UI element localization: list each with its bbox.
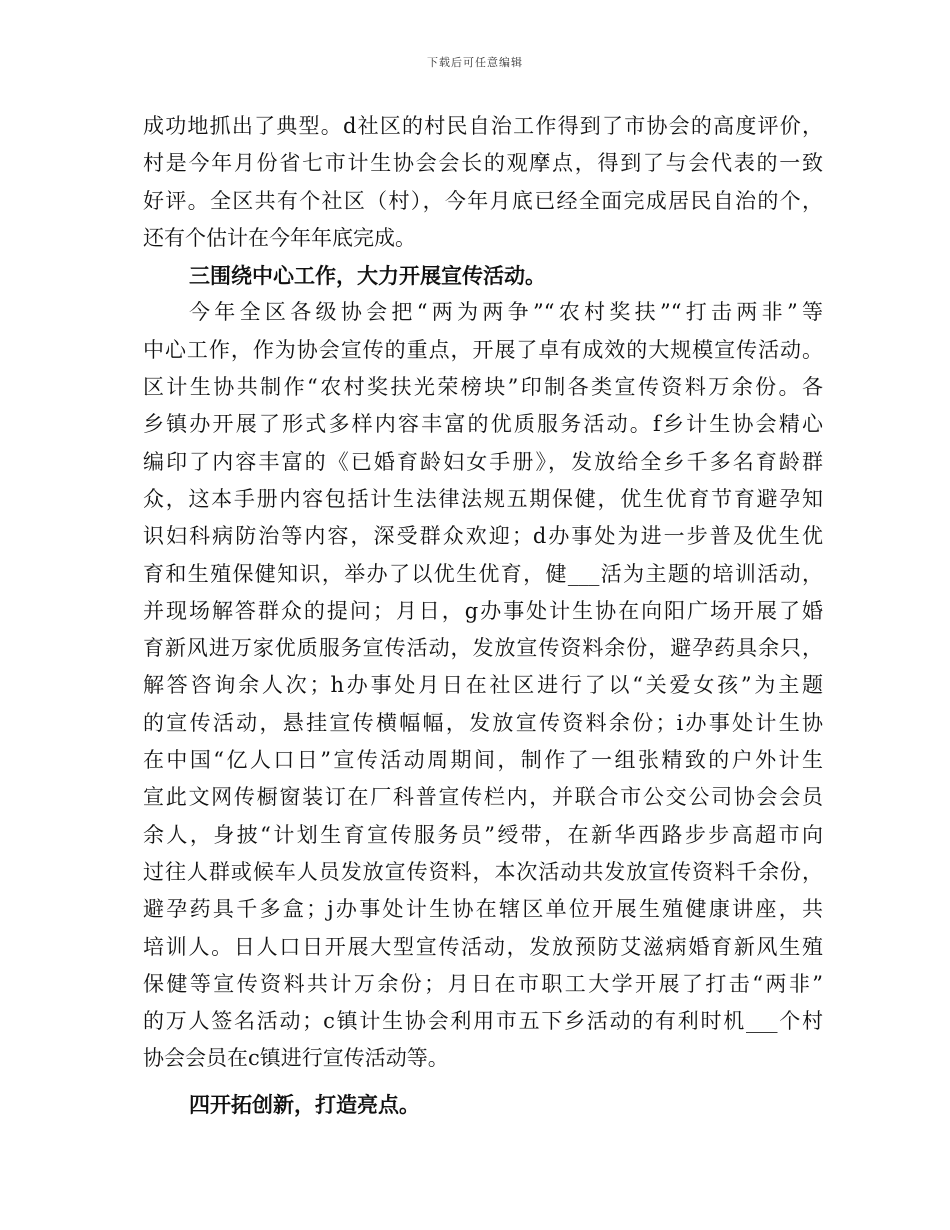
- paragraph-line: 成功地抓出了典型。d社区的村民自治工作得到了市协会的高度评价，: [143, 114, 823, 138]
- paragraph-line: 解答咨询余人次；h办事处月日在社区进行了以“关爱女孩”为主题: [143, 673, 823, 698]
- paragraph-line: 育和生殖保健知识，举办了以优生优育，健___活为主题的培训活动，: [143, 561, 823, 586]
- paragraph-line: 编印了内容丰富的《已婚育龄妇女手册》，发放给全乡千多名育龄群: [143, 449, 823, 474]
- paragraph-line: 育新风进万家优质服务宣传活动，发放宣传资料余份，避孕药具余只，: [143, 636, 823, 661]
- paragraph-line: 并现场解答群众的提问；月日，g办事处计生协在向阳广场开展了婚: [143, 598, 823, 623]
- paragraph-line: 余人，身披“计划生育宣传服务员”绶带，在新华西路步步高超市向: [143, 822, 823, 847]
- paragraph-line: 村是今年月份省七市计生协会会长的观摩点，得到了与会代表的一致: [143, 151, 823, 176]
- paragraph-line: 还有个估计在今年年底完成。: [143, 225, 416, 250]
- section-heading-four: 四开拓创新，打造亮点。: [189, 1091, 420, 1117]
- page-header: 下载后可任意编辑: [427, 56, 523, 69]
- paragraph-line: 的万人签名活动；c镇计生协会利用市五下乡活动的有利时机___个村: [143, 1009, 823, 1034]
- paragraph-line: 避孕药具千多盒；j办事处计生协在辖区单位开展生殖健康讲座，共: [143, 897, 823, 922]
- paragraph-line: 乡镇办开展了形式多样内容丰富的优质服务活动。f乡计生协会精心: [143, 412, 823, 437]
- paragraph-line: 宣此文网传橱窗装订在厂科普宣传栏内，并联合市公交公司协会会员: [143, 785, 823, 810]
- section-heading-three: 三围绕中心工作，大力开展宣传活动。: [189, 263, 546, 289]
- paragraph-line: 识妇科病防治等内容，深受群众欢迎；d办事处为进一步普及优生优: [143, 524, 823, 549]
- paragraph-line: 的宣传活动，悬挂宣传横幅幅，发放宣传资料余份；i办事处计生协: [143, 710, 823, 735]
- document-body: [143, 108, 823, 1123]
- paragraph-line: 协会会员在c镇进行宣传活动等。: [143, 1046, 449, 1071]
- paragraph-line: 过往人群或候车人员发放宣传资料，本次活动共发放宣传资料千余份，: [143, 859, 823, 884]
- paragraph-line: 众，这本手册内容包括计生法律法规五期保健，优生优育节育避孕知: [143, 486, 823, 511]
- paragraph-line: 好评。全区共有个社区（村），今年月底已经全面完成居民自治的个，: [143, 188, 823, 213]
- paragraph-line: 区计生协共制作“农村奖扶光荣榜块”印制各类宣传资料万余份。各: [143, 375, 823, 400]
- paragraph-line: 保健等宣传资料共计万余份；月日在市职工大学开展了打击“两非”: [143, 971, 823, 996]
- paragraph-line: 培训人。日人口日开展大型宣传活动，发放预防艾滋病婚育新风生殖: [143, 934, 823, 959]
- paragraph-line: 在中国“亿人口日”宣传活动周期间，制作了一组张精致的户外计生: [143, 748, 823, 773]
- paragraph-line: 今年全区各级协会把“两为两争”“农村奖扶”“打击两非”等: [189, 300, 823, 325]
- paragraph-line: 中心工作，作为协会宣传的重点，开展了卓有成效的大规模宣传活动。: [143, 337, 823, 362]
